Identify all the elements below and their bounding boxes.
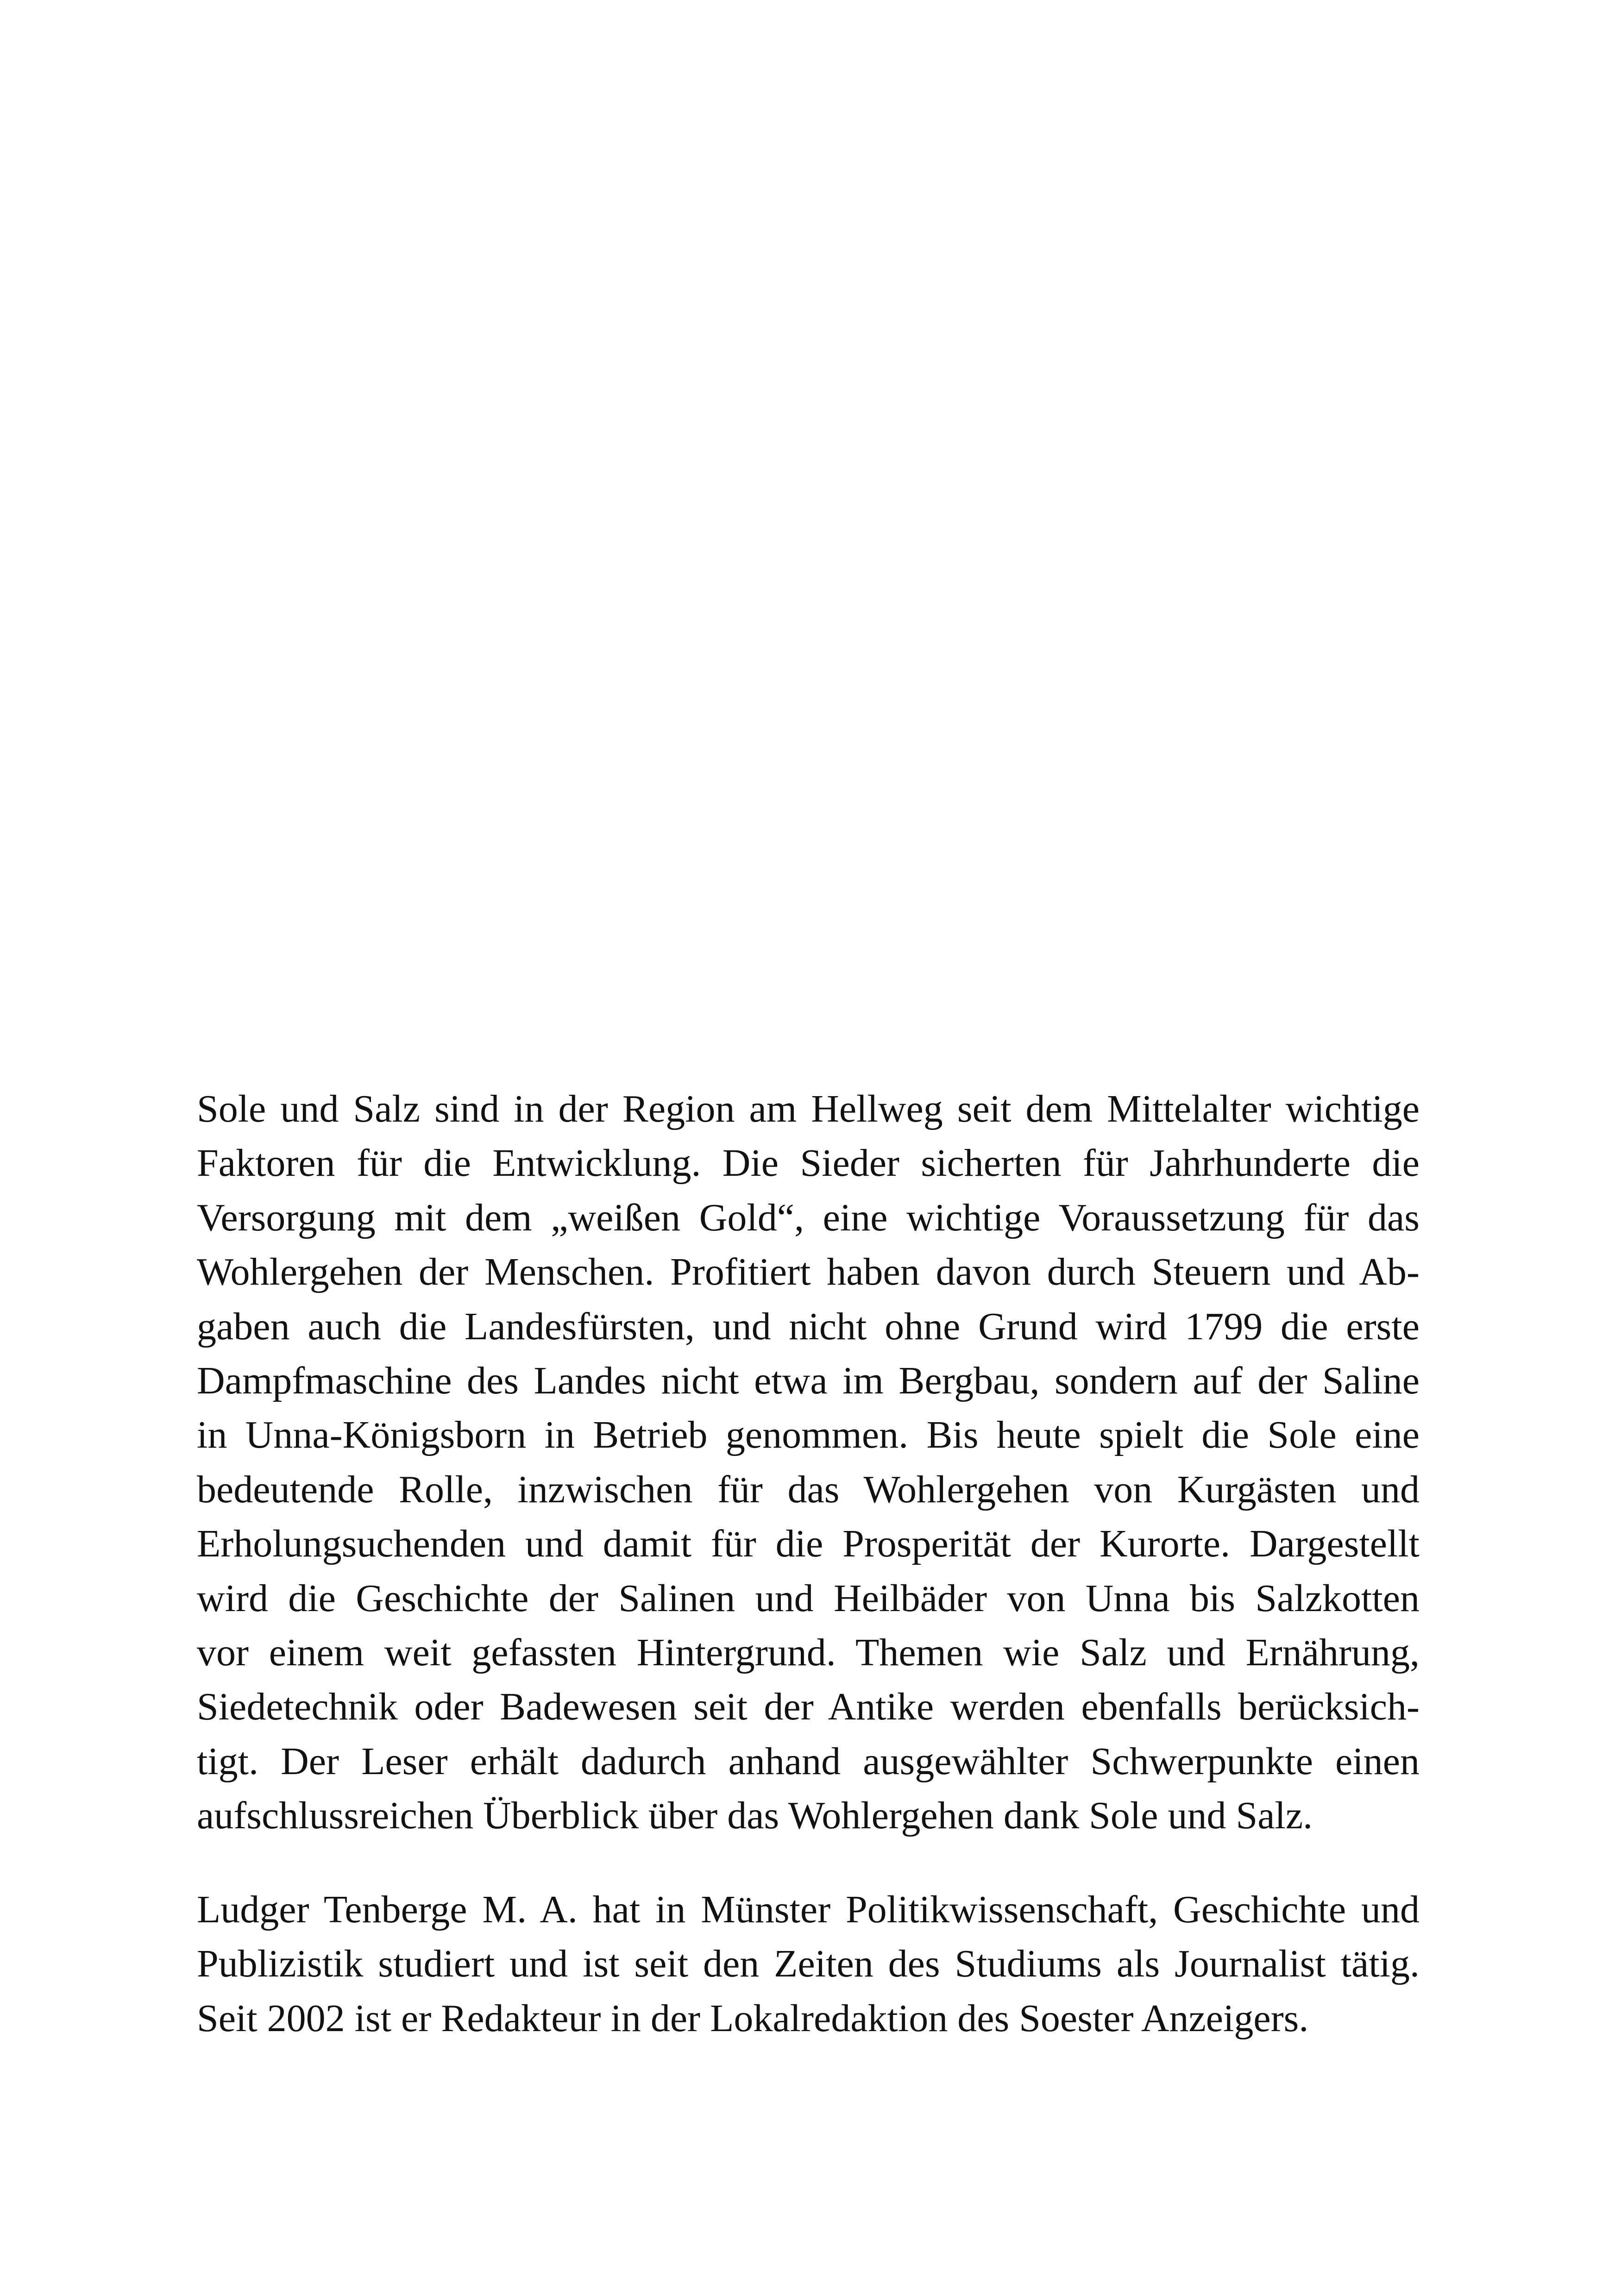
blurb-line: aufschlussreichen Überblick über das Wohlergehen dank Sole und Salz. (197, 1794, 1313, 1838)
blurb-line: Siedetechnik oder Badewesen seit der Antike werden ebenfalls berücksich- (197, 1685, 1420, 1729)
blurb-line: Erholungsuchenden und damit für die Prosperität der Kurorte. Dargestellt (197, 1522, 1420, 1566)
blurb-line: Faktoren für die Entwicklung. Die Sieder sicherten für Jahrhunderte die (197, 1142, 1420, 1185)
blurb-line: gaben auch die Landesfürsten, und nicht ohne Grund wird 1799 die erste (197, 1305, 1420, 1348)
blurb-line: Sole und Salz sind in der Region am Hellweg seit dem Mittelalter wichtige (197, 1087, 1420, 1130)
bio-line: Publizistik studiert und ist seit den Zeiten des Studiums als Journalist tätig. (197, 1942, 1420, 1986)
blurb-line: bedeutende Rolle, inzwischen für das Wohlergehen von Kurgästen und (197, 1468, 1420, 1511)
blurb-line: vor einem weit gefassten Hintergrund. Themen wie Salz und Ernährung, (197, 1631, 1420, 1674)
blurb-line: in Unna-Königsborn in Betrieb genommen. Bis heute spielt die Sole eine (197, 1413, 1420, 1457)
blurb-line: Dampfmaschine des Landes nicht etwa im Bergbau, sondern auf der Saline (197, 1359, 1420, 1402)
blurb-line: tigt. Der Leser erhält dadurch anhand ausgewählter Schwerpunkte einen (197, 1739, 1420, 1783)
author-bio-paragraph (197, 1882, 1420, 2045)
blurb-line: wird die Geschichte der Salinen und Heilbäder von Unna bis Salzkotten (197, 1576, 1420, 1620)
blurb-paragraph (197, 1082, 1420, 1843)
bio-line: Seit 2002 ist er Redakteur in der Lokalredaktion des Soester Anzeigers. (197, 1996, 1309, 2040)
blurb-line: Wohlergehen der Menschen. Profitiert haben davon durch Steuern und Ab- (197, 1250, 1420, 1294)
blurb-line: Versorgung mit dem „weißen Gold“, eine wichtige Voraussetzung für das (197, 1196, 1420, 1239)
bio-line: Ludger Tenberge M. A. hat in Münster Politikwissenschaft, Geschichte und (197, 1888, 1420, 1931)
